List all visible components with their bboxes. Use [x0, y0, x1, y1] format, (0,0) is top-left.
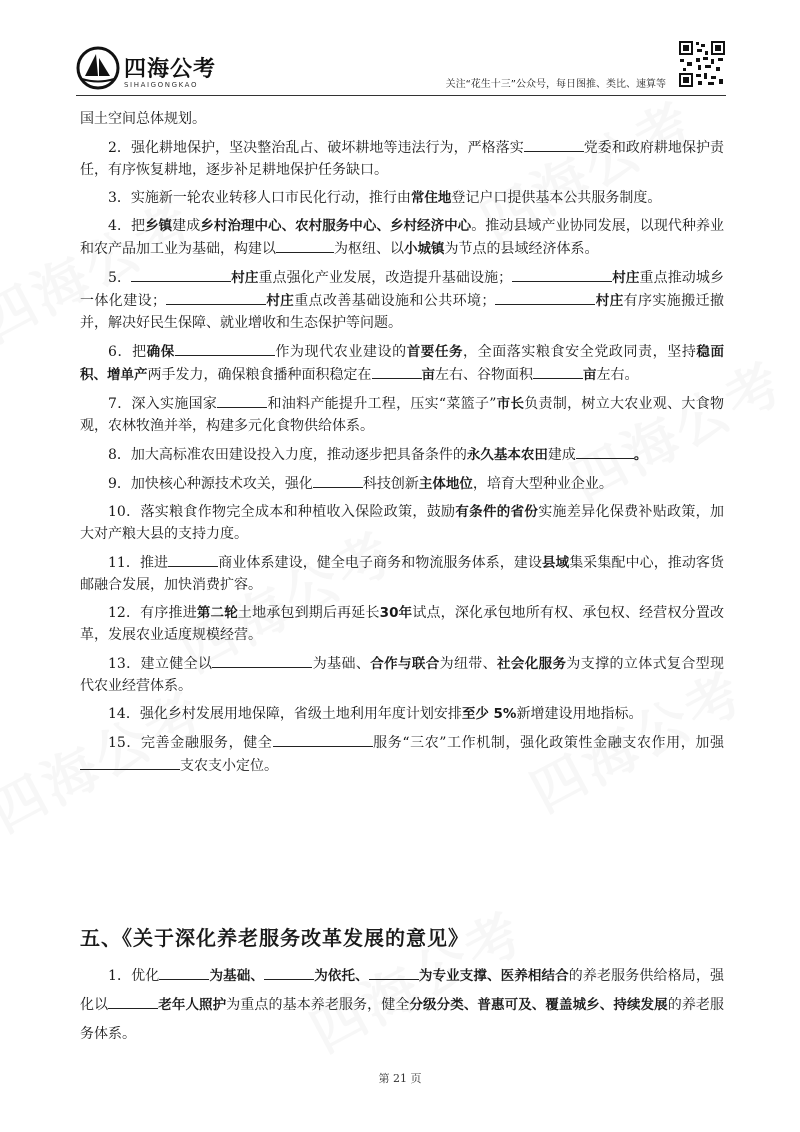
- paragraph: 10．落实粮食作物完全成本和种植收入保险政策，鼓励有条件的省份实施差异化保费补贴政策，加大对产粮大县的支持力度。: [80, 504, 724, 542]
- paragraph: 6．把确保 作为现代农业建设的首要任务，全面落实粮食安全党政同责，坚持稳面积、增单产两手发力，确保粮食播种面积稳定在 亩左右、谷物面积 亩左右。: [80, 340, 724, 386]
- fill-blank[interactable]: [273, 731, 373, 747]
- paragraph: 11．推进 商业体系建设，健全电子商务和物流服务体系，建设县域集采集配中心，推动客货邮融合发展，加快消费扩容。: [80, 551, 724, 596]
- paragraph: 13．建立健全以 为基础、合作与联合为纽带、社会化服务为支撑的立体式复合型现代农业经营体系。: [80, 652, 724, 697]
- paragraph: 7．深入实施国家 和油料产能提升工程，压实“菜篮子”市长负责制，树立大农业观、大食物观，农林牧渔并举，构建多元化食物供给体系。: [80, 392, 724, 437]
- fill-blank[interactable]: [166, 289, 266, 305]
- fill-blank[interactable]: [524, 136, 584, 152]
- paragraph: 国土空间总体规划。: [80, 111, 206, 127]
- fill-blank[interactable]: [131, 266, 231, 282]
- fill-blank[interactable]: [80, 754, 180, 770]
- paragraph: 5． 村庄重点强化产业发展，改造提升基础设施； 村庄重点推动城乡一体化建设； 村庄重点改善基础设施和公共环境； 村庄有序实施搬迁撤并，解决好民生保障、就业增收和生态保护等问题。: [80, 266, 724, 334]
- fill-blank[interactable]: [369, 964, 419, 980]
- logo-subtitle: SIHAIGONGKAO: [124, 81, 199, 89]
- paragraph: 14．强化乡村发展用地保障，省级土地利用年度计划安排至少 5%新增建设用地指标。: [108, 706, 643, 722]
- paragraph: 4．把乡镇建成乡村治理中心、农村服务中心、乡村经济中心。推动县域产业协同发展，以现代种养业和农产品加工业为基础，构建以 为枢纽、以小城镇为节点的县域经济体系。: [80, 218, 725, 257]
- paragraph: 8．加大高标准农田建设投入力度，推动逐步把具备条件的永久基本农田建成 。: [80, 443, 724, 466]
- qr-code-icon: [678, 40, 726, 88]
- fill-blank[interactable]: [495, 289, 595, 305]
- fill-blank[interactable]: [264, 964, 314, 980]
- document-body: [80, 108, 724, 783]
- fill-blank[interactable]: [533, 363, 583, 379]
- paragraph: 12．有序推进第二轮土地承包到期后再延长30年试点，深化承包地所有权、承包权、经营权分置改革，发展农业适度规模经营。: [80, 605, 724, 643]
- fill-blank[interactable]: [108, 993, 158, 1009]
- fill-blank[interactable]: [276, 237, 334, 253]
- header-tagline: 关注“花生十三”公众号，每日图推、类比、速算等: [445, 79, 666, 90]
- paragraph: 15．完善金融服务，健全 服务“三农”工作机制，强化政策性金融支农作用，加强支农支小定位。: [80, 731, 724, 777]
- fill-blank[interactable]: [159, 964, 209, 980]
- paragraph: 3．实施新一轮农业转移人口市民化行动，推行由常住地登记户口提供基本公共服务制度。: [108, 190, 662, 206]
- sail-logo-icon: [76, 46, 120, 90]
- section-body: [80, 962, 724, 1049]
- logo-name: 四海公考: [124, 57, 217, 82]
- logo: [76, 44, 306, 94]
- fill-blank[interactable]: [372, 363, 422, 379]
- page-header: [76, 40, 726, 95]
- paragraph: 9．加快核心种源技术攻关，强化 科技创新主体地位，培育大型种业企业。: [80, 472, 724, 495]
- fill-blank[interactable]: [576, 443, 634, 459]
- fill-blank[interactable]: [512, 266, 612, 282]
- fill-blank[interactable]: [313, 472, 363, 488]
- section-heading: 五、《关于深化养老服务改革发展的意见》: [80, 926, 469, 950]
- fill-blank[interactable]: [217, 392, 267, 408]
- fill-blank[interactable]: [175, 340, 275, 356]
- paragraph: 2．强化耕地保护，坚决整治乱占、破坏耕地等违法行为，严格落实 党委和政府耕地保护责任，有序恢复耕地，逐步补足耕地保护任务缺口。: [80, 136, 724, 181]
- paragraph: 1．优化 为基础、 为依托、 为专业支撑、医养相结合的养老服务供给格局，强化以 老年人照护为重点的基本养老服务，健全分级分类、普惠可及、覆盖城乡、持续发展的养老服务体系。: [80, 962, 724, 1049]
- header-divider: [76, 95, 726, 96]
- fill-blank[interactable]: [212, 652, 312, 668]
- page-number: 第 21 页: [378, 1072, 422, 1085]
- fill-blank[interactable]: [168, 551, 218, 567]
